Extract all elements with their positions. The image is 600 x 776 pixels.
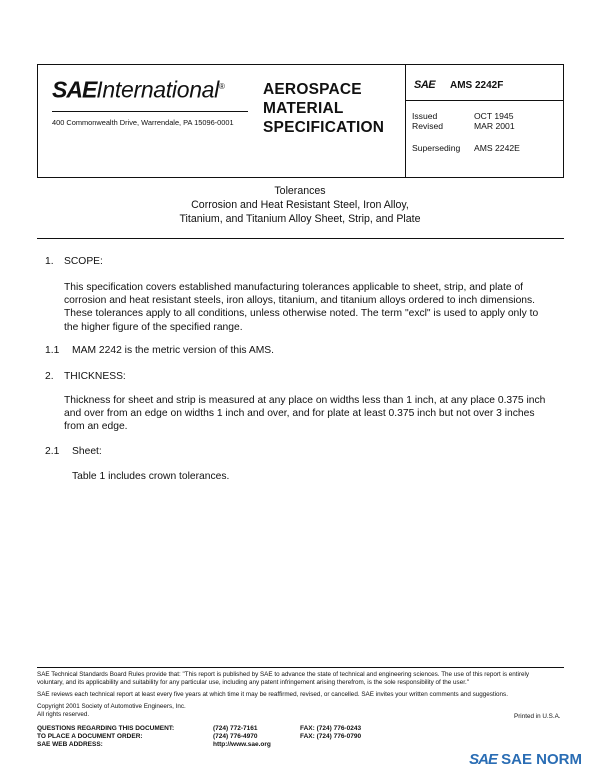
title-separator: [37, 238, 564, 239]
title-materials: Corrosion and Heat Resistant Steel, Iron Alloy,: [191, 199, 409, 211]
section-1-1-body: MAM 2242 is the metric version of this AMS.: [72, 345, 275, 356]
header-divider-left: [405, 64, 406, 178]
section-2-1-number: 2.1: [45, 446, 60, 457]
issued-label: Issued: [412, 111, 438, 121]
section-2-number: 2.: [45, 371, 54, 382]
section-1-number: 1.: [45, 256, 54, 267]
watermark-norm: SAE NORM: [501, 751, 582, 768]
footer-web-label: SAE WEB ADDRESS:: [37, 741, 103, 748]
revised-label: Revised: [412, 121, 444, 131]
footer-printed: Printed in U.S.A.: [514, 713, 561, 720]
document-type-title: [263, 80, 384, 137]
section-2-body: Thickness for sheet and strip is measured at any place on widths less than 1 inch, at any place 0.375 inch and over from an edge on widths 1 inch and over, and for plate at least 0.375 inch but not over 3 inches from an edge.: [64, 395, 546, 433]
footer-order-fax: FAX: (724) 776-0790: [300, 733, 362, 740]
footer-copyright: Copyright 2001 Society of Automotive Engineers, Inc.: [37, 703, 186, 710]
section-2-1-heading: Sheet:: [72, 446, 102, 457]
footer-rights: All rights reserved.: [37, 711, 90, 718]
title-line-aerospace: AEROSPACE: [263, 81, 362, 98]
footer-order-label: TO PLACE A DOCUMENT ORDER:: [37, 733, 143, 740]
section-1-heading: SCOPE:: [64, 256, 103, 267]
footer-order-phone: (724) 776-4970: [213, 733, 258, 740]
section-2-1-body: Table 1 includes crown tolerances.: [72, 471, 230, 482]
sae-small-logo: SAE: [414, 79, 436, 91]
sae-address: 400 Commonwealth Drive, Warrendale, PA 15096-0001: [52, 118, 234, 127]
superseding-value: AMS 2242E: [474, 143, 520, 153]
footer-policy-line-1: SAE Technical Standards Board Rules provide that: "This report is published by SAE to advance the state of technical and engineering sciences. The use of this report is entirely: [37, 671, 530, 678]
superseding-label: Superseding: [412, 143, 461, 153]
title-tolerances: Tolerances: [274, 185, 326, 197]
sae-norm-watermark: [469, 751, 582, 768]
document-number: AMS 2242F: [450, 80, 504, 91]
sae-international-logo: [52, 74, 225, 103]
footer-separator: [37, 667, 564, 668]
logo-international: International: [96, 76, 219, 103]
issued-value: OCT 1945: [474, 111, 514, 121]
watermark-sae: SAE: [469, 751, 497, 768]
section-1-body: This specification covers established manufacturing tolerances applicable to sheet, strip, and plate of corrosion and heat resistant steels, iron alloys, titanium, and titanium alloys ordered to inch dimensions. These tolerances apply to all conditions, unless otherwise noted. The term "excl" is used to apply only to the higher figure of the specified range.: [64, 282, 539, 333]
header-divider-horizontal: [405, 100, 564, 101]
revised-value: MAR 2001: [474, 121, 515, 131]
footer-questions-label: QUESTIONS REGARDING THIS DOCUMENT:: [37, 725, 175, 732]
title-products: Titanium, and Titanium Alloy Sheet, Strip, and Plate: [179, 213, 421, 225]
title-line-material: MATERIAL: [263, 100, 344, 117]
section-1-1-number: 1.1: [45, 345, 60, 356]
logo-sae: SAE: [52, 76, 97, 103]
logo-trademark: ®: [219, 82, 225, 91]
footer-questions-phone: (724) 772-7161: [213, 725, 258, 732]
document-title: [0, 184, 600, 226]
footer-policy-line-3: SAE reviews each technical report at least every five years at which time it may be reaffirmed, revised, or cancelled. SAE invites your written comments and suggestions.: [37, 691, 508, 698]
footer-web-url[interactable]: http://www.sae.org: [213, 741, 271, 748]
footer-policy-line-2: voluntary, and its applicability and suitability for any particular use, including any patent infringement arising therefrom, is the sole responsibility of the user.": [37, 679, 469, 686]
logo-underline: [52, 111, 248, 112]
section-2-heading: THICKNESS:: [64, 371, 126, 382]
footer-questions-fax: FAX: (724) 776-0243: [300, 725, 362, 732]
title-line-specification: SPECIFICATION: [263, 119, 385, 136]
